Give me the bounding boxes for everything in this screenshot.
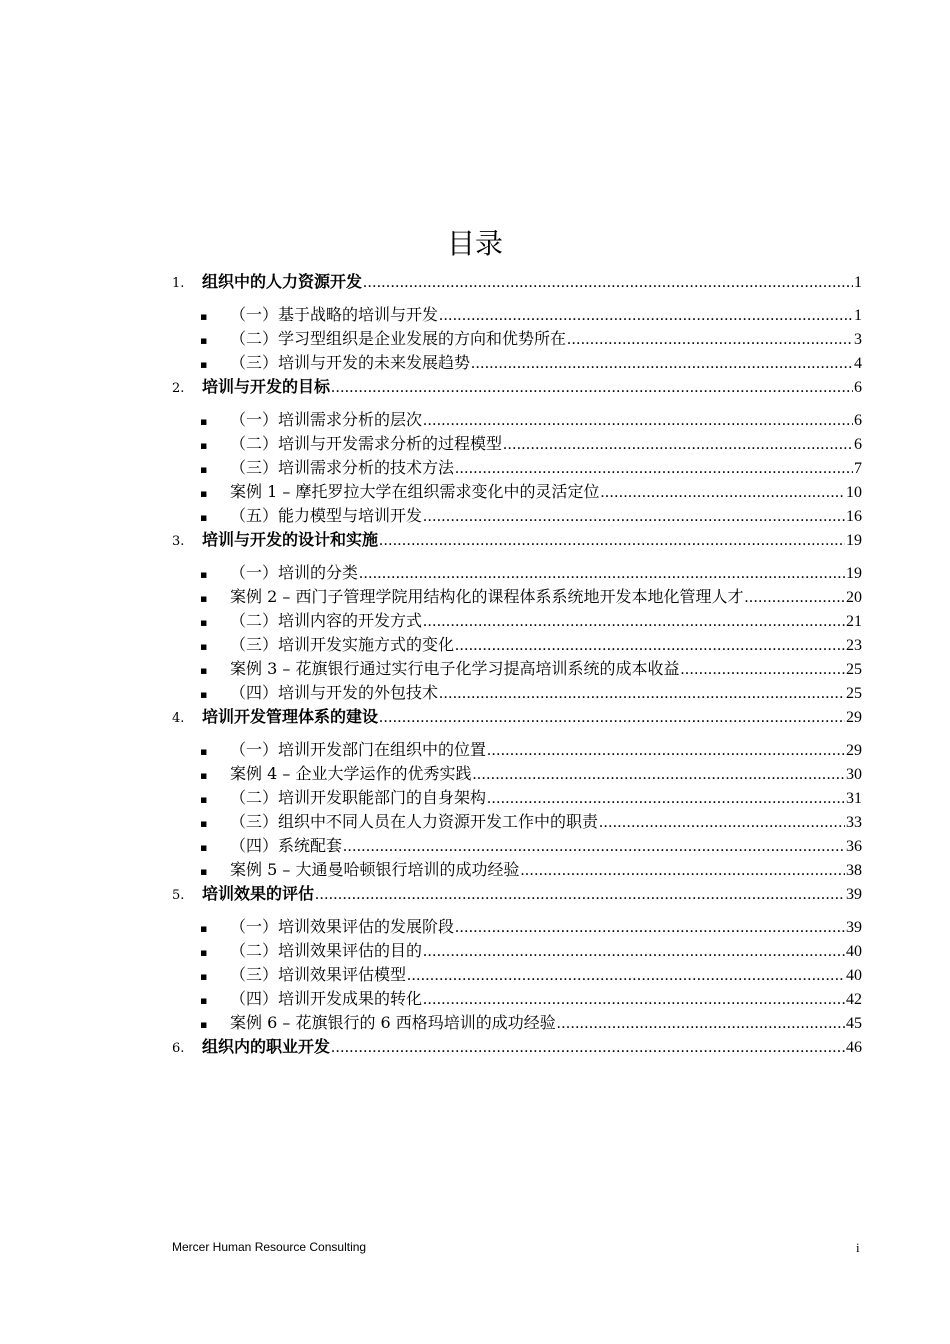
page-number: 29	[846, 742, 862, 759]
entry-title: （二）培训与开发需求分析的过程模型	[230, 434, 503, 453]
entry-title: （四）培训与开发的外包技术	[230, 683, 439, 702]
entry-title: （三）培训开发实施方式的变化	[230, 635, 455, 654]
dot-leader	[379, 532, 845, 550]
toc-entry[interactable]	[200, 503, 862, 527]
bullet-icon: ▪	[200, 688, 208, 701]
bullet-icon: ▪	[200, 664, 208, 677]
page-number: 31	[846, 790, 862, 807]
bullet-icon: ▪	[200, 769, 208, 782]
page-number: 3	[854, 331, 862, 348]
dot-leader	[331, 379, 853, 397]
page-number: 39	[846, 919, 862, 936]
page-number: 1	[854, 274, 862, 291]
page-number: 19	[846, 565, 862, 582]
page-number: 39	[846, 886, 862, 903]
page-number: 6	[854, 379, 862, 396]
toc-section[interactable]	[172, 881, 862, 905]
section-number: 3.	[172, 534, 185, 549]
toc-entry[interactable]	[200, 962, 862, 986]
dot-leader	[455, 637, 845, 655]
bullet-icon: ▪	[200, 568, 208, 581]
dot-leader	[423, 943, 845, 961]
toc-entry[interactable]	[200, 938, 862, 962]
page-number: 25	[846, 685, 862, 702]
entry-title: 案例 4 – 企业大学运作的优秀实践	[230, 764, 472, 783]
toc-entry[interactable]	[200, 584, 862, 608]
entry-title: （五）能力模型与培训开发	[230, 506, 423, 525]
bullet-icon: ▪	[200, 616, 208, 629]
toc-entry[interactable]	[200, 326, 862, 350]
page-number: 10	[846, 484, 862, 501]
entry-title: 案例 3 – 花旗银行通过实行电子化学习提高培训系统的成本收益	[230, 659, 680, 678]
toc-entry[interactable]	[200, 809, 862, 833]
toc-entry[interactable]	[200, 431, 862, 455]
bullet-icon: ▪	[200, 415, 208, 428]
toc-entry[interactable]	[200, 455, 862, 479]
entry-title: 案例 2 – 西门子管理学院用结构化的课程体系系统地开发本地化管理人才	[230, 587, 744, 606]
toc-entry[interactable]	[200, 857, 862, 881]
toc-entry[interactable]	[200, 632, 862, 656]
bullet-icon: ▪	[200, 946, 208, 959]
bullet-icon: ▪	[200, 841, 208, 854]
page-number: 16	[846, 508, 862, 525]
dot-leader	[423, 412, 853, 430]
toc-entry[interactable]	[200, 785, 862, 809]
entry-title: （三）培训效果评估模型	[230, 965, 407, 984]
section-number: 6.	[172, 1041, 185, 1056]
bullet-icon: ▪	[200, 487, 208, 500]
dot-leader	[744, 589, 845, 607]
toc-entry[interactable]	[200, 833, 862, 857]
entry-title: （三）组织中不同人员在人力资源开发工作中的职责	[230, 812, 599, 831]
dot-leader	[379, 709, 845, 727]
entry-title: （三）培训需求分析的技术方法	[230, 458, 455, 477]
page-number: 36	[846, 838, 862, 855]
bullet-icon: ▪	[200, 310, 208, 323]
page-number: 40	[846, 943, 862, 960]
footer-company: Mercer Human Resource Consulting	[172, 1240, 367, 1254]
section-number: 5.	[172, 888, 185, 903]
dot-leader	[599, 814, 845, 832]
dot-leader	[520, 862, 845, 880]
dot-leader	[407, 967, 845, 985]
entry-title: （二）培训开发职能部门的自身架构	[230, 788, 487, 807]
page-number: 30	[846, 766, 862, 783]
toc-entry[interactable]	[200, 761, 862, 785]
bullet-icon: ▪	[200, 994, 208, 1007]
toc-section[interactable]	[172, 1034, 862, 1058]
bullet-icon: ▪	[200, 439, 208, 452]
bullet-icon: ▪	[200, 865, 208, 878]
section-title: 培训开发管理体系的建设	[202, 707, 379, 726]
dot-leader	[487, 742, 845, 760]
section-number: 4.	[172, 711, 185, 726]
toc-entry[interactable]	[200, 560, 862, 584]
toc-entry[interactable]	[200, 479, 862, 503]
toc-entry[interactable]	[200, 1010, 862, 1034]
dot-leader	[600, 484, 845, 502]
dot-leader	[439, 307, 853, 325]
page-number: 21	[846, 613, 862, 630]
section-title: 培训与开发的设计和实施	[202, 530, 379, 549]
bullet-icon: ▪	[200, 1018, 208, 1031]
page-number: 25	[846, 661, 862, 678]
dot-leader	[455, 460, 853, 478]
section-title: 培训与开发的目标	[202, 377, 331, 396]
dot-leader	[487, 790, 845, 808]
toc-entry[interactable]	[200, 302, 862, 326]
toc-entry[interactable]	[200, 656, 862, 680]
dot-leader	[423, 508, 845, 526]
entry-title: （一）培训开发部门在组织中的位置	[230, 740, 487, 759]
page-number: 40	[846, 967, 862, 984]
bullet-icon: ▪	[200, 817, 208, 830]
dot-leader	[363, 274, 853, 292]
entry-title: （二）培训内容的开发方式	[230, 611, 423, 630]
dot-leader	[439, 685, 845, 703]
bullet-icon: ▪	[200, 640, 208, 653]
page-number: 42	[846, 991, 862, 1008]
dot-leader	[503, 436, 853, 454]
dot-leader	[567, 331, 853, 349]
toc-entry[interactable]	[200, 407, 862, 431]
page-number: 45	[846, 1015, 862, 1032]
bullet-icon: ▪	[200, 334, 208, 347]
page-number: 46	[846, 1039, 862, 1056]
entry-title: （二）培训效果评估的目的	[230, 941, 423, 960]
footer-page-number: i	[856, 1240, 860, 1255]
entry-title: （四）培训开发成果的转化	[230, 989, 423, 1008]
toc-entry[interactable]	[200, 986, 862, 1010]
entry-title: 案例 1 – 摩托罗拉大学在组织需求变化中的灵活定位	[230, 482, 600, 501]
dot-leader	[331, 1039, 845, 1057]
dot-leader	[471, 355, 853, 373]
toc-entry[interactable]	[200, 680, 862, 704]
dot-leader	[343, 838, 845, 856]
bullet-icon: ▪	[200, 745, 208, 758]
entry-title: （三）培训与开发的未来发展趋势	[230, 353, 471, 372]
bullet-icon: ▪	[200, 793, 208, 806]
page-number: 19	[846, 532, 862, 549]
dot-leader	[359, 565, 845, 583]
page-number: 20	[846, 589, 862, 606]
page-number: 4	[854, 355, 862, 372]
page-number: 29	[846, 709, 862, 726]
entry-title: 案例 6 – 花旗银行的 6 西格玛培训的成功经验	[230, 1013, 556, 1032]
bullet-icon: ▪	[200, 511, 208, 524]
dot-leader	[455, 919, 845, 937]
entry-title: （一）培训需求分析的层次	[230, 410, 423, 429]
toc-entry[interactable]	[200, 914, 862, 938]
toc-section[interactable]	[172, 527, 862, 551]
section-number: 1.	[172, 276, 185, 291]
entry-title: （一）基于战略的培训与开发	[230, 305, 439, 324]
dot-leader	[423, 991, 845, 1009]
toc-entry[interactable]	[200, 737, 862, 761]
page-number: 1	[854, 307, 862, 324]
page-number: 7	[854, 460, 862, 477]
entry-title: （四）系统配套	[230, 836, 343, 855]
entry-title: （一）培训的分类	[230, 563, 359, 582]
page-title: 目录	[446, 227, 503, 260]
page-number: 38	[846, 862, 862, 879]
page-number: 6	[854, 412, 862, 429]
bullet-icon: ▪	[200, 592, 208, 605]
bullet-icon: ▪	[200, 970, 208, 983]
entry-title: 案例 5 – 大通曼哈顿银行培训的成功经验	[230, 860, 520, 879]
dot-leader	[680, 661, 845, 679]
bullet-icon: ▪	[200, 463, 208, 476]
entry-title: （一）培训效果评估的发展阶段	[230, 917, 455, 936]
dot-leader	[557, 1015, 845, 1033]
entry-title: （二）学习型组织是企业发展的方向和优势所在	[230, 329, 567, 348]
dot-leader	[315, 886, 845, 904]
section-title: 培训效果的评估	[202, 884, 315, 903]
section-title: 组织内的职业开发	[202, 1037, 331, 1056]
page-number: 6	[854, 436, 862, 453]
toc-entry[interactable]	[200, 608, 862, 632]
section-title: 组织中的人力资源开发	[202, 272, 363, 291]
toc-section[interactable]	[172, 374, 862, 398]
toc-section[interactable]	[172, 704, 862, 728]
page-number: 33	[846, 814, 862, 831]
toc-entry[interactable]	[200, 350, 862, 374]
dot-leader	[472, 766, 845, 784]
bullet-icon: ▪	[200, 358, 208, 371]
page-number: 23	[846, 637, 862, 654]
section-number: 2.	[172, 381, 185, 396]
dot-leader	[423, 613, 845, 631]
bullet-icon: ▪	[200, 922, 208, 935]
toc-section[interactable]	[172, 269, 862, 293]
